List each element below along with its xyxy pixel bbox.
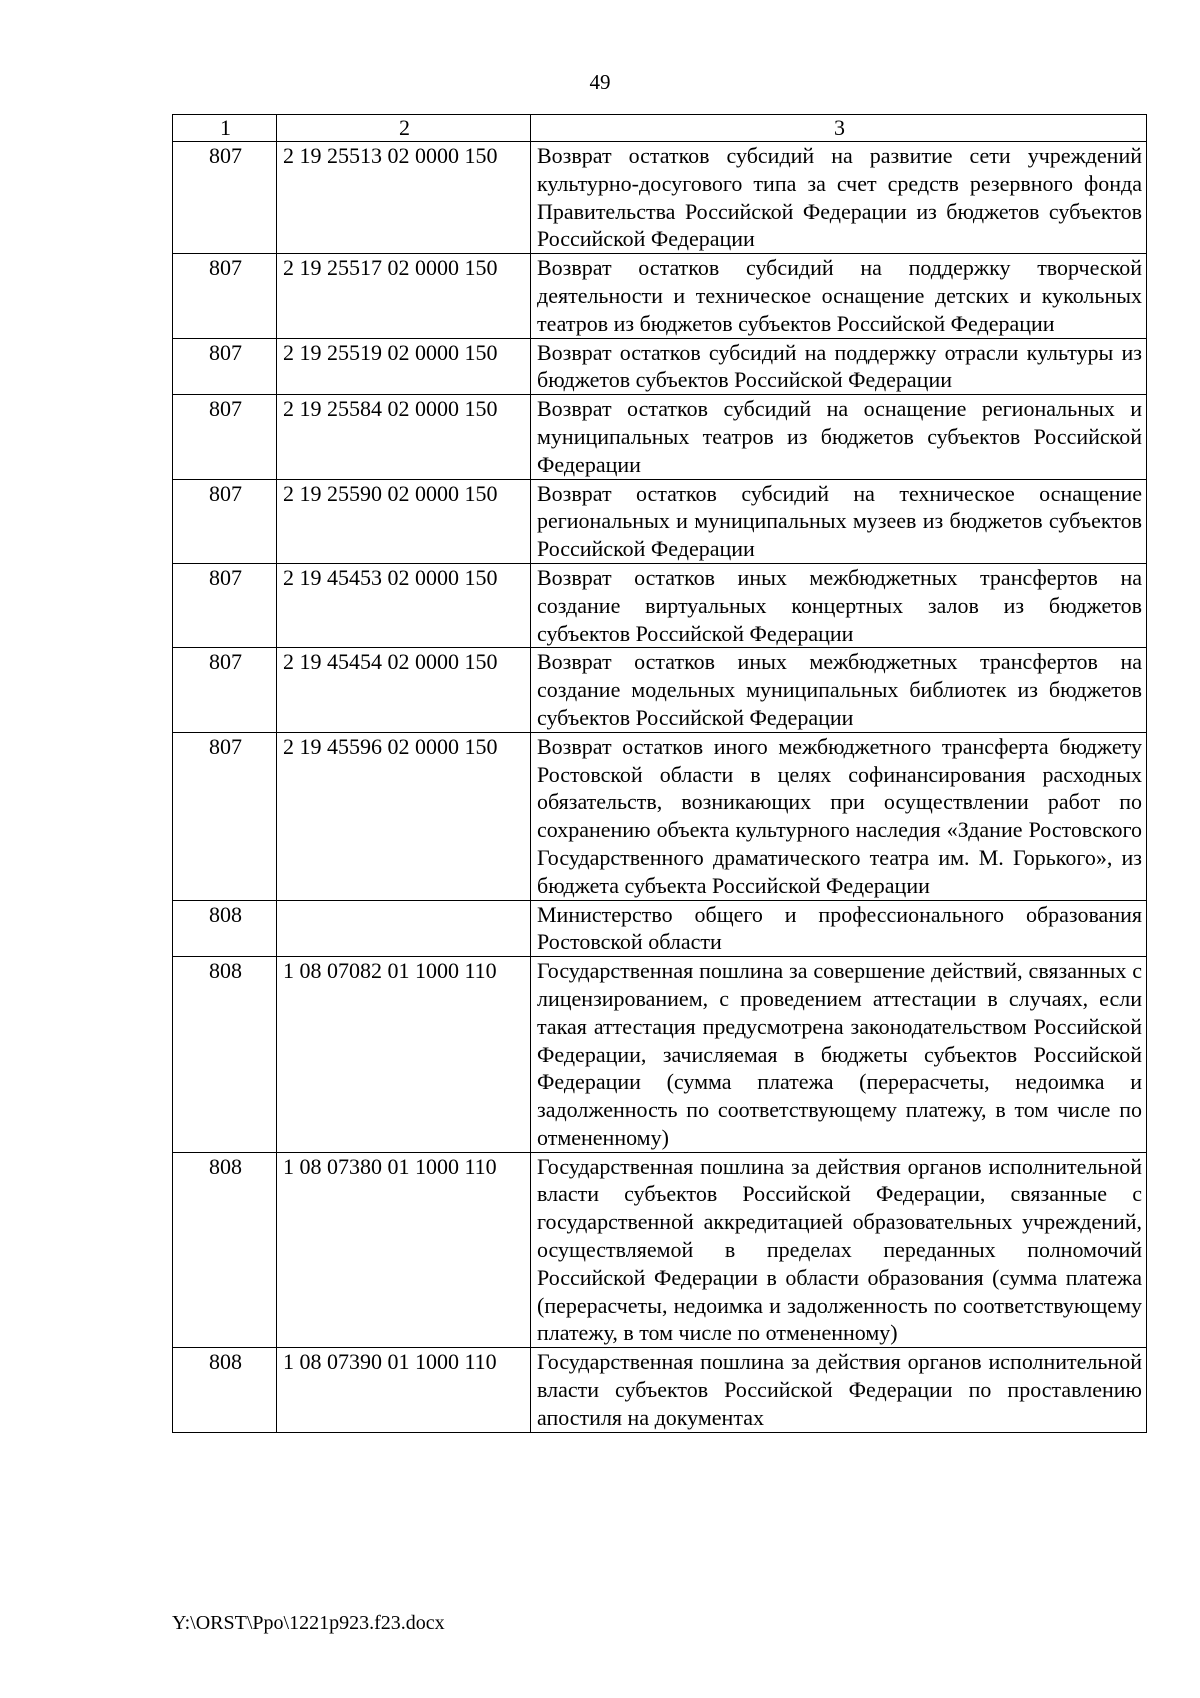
revenue-codes-table bbox=[172, 114, 1147, 1433]
column-header-1: 1 bbox=[173, 115, 277, 142]
table-row bbox=[173, 732, 1147, 900]
footer-file-path: Y:\ORST\Ppo\1221p923.f23.docx bbox=[172, 1612, 445, 1634]
revenue-name-cell: Возврат остатков субсидий на оснащение региональных и муниципальных театров из бюджетов субъектов Российской Федерации bbox=[531, 395, 1147, 479]
table-row bbox=[173, 563, 1147, 647]
budget-code-cell: 2 19 25517 02 0000 150 bbox=[277, 254, 531, 338]
revenue-name-cell: Возврат остатков иных межбюджетных трансфертов на создание виртуальных концертных залов из бюджетов субъектов Российской Федерации bbox=[531, 563, 1147, 647]
admin-code-cell: 807 bbox=[173, 563, 277, 647]
admin-code-cell: 808 bbox=[173, 900, 277, 957]
budget-code-cell: 2 19 25513 02 0000 150 bbox=[277, 142, 531, 254]
admin-code-cell: 807 bbox=[173, 254, 277, 338]
budget-code-cell: 2 19 45596 02 0000 150 bbox=[277, 732, 531, 900]
admin-code-cell: 808 bbox=[173, 1152, 277, 1348]
budget-code-cell: 2 19 25590 02 0000 150 bbox=[277, 479, 531, 563]
revenue-name-cell: Государственная пошлина за действия органов исполнительной власти субъектов Российской Федерации по проставлению апостиля на документах bbox=[531, 1348, 1147, 1432]
admin-code-cell: 807 bbox=[173, 479, 277, 563]
budget-code-cell: 2 19 25584 02 0000 150 bbox=[277, 395, 531, 479]
admin-code-cell: 807 bbox=[173, 648, 277, 732]
column-header-3: 3 bbox=[531, 115, 1147, 142]
table-header-row bbox=[173, 115, 1147, 142]
revenue-name-cell: Государственная пошлина за действия органов исполнительной власти субъектов Российской Федерации, связанные с государственной аккредитацией образовательных учреждений, осуществляемой в пределах переданных полномочий Российской Федерации в области образования (сумма платежа (перерасчеты, недоимка и задолженность по соответствующему платежу, в том числе по отмененному) bbox=[531, 1152, 1147, 1348]
admin-code-cell: 807 bbox=[173, 395, 277, 479]
table-body bbox=[173, 142, 1147, 1433]
revenue-name-cell: Возврат остатков субсидий на поддержку отрасли культуры из бюджетов субъектов Российской Федерации bbox=[531, 338, 1147, 395]
budget-code-cell: 1 08 07390 01 1000 110 bbox=[277, 1348, 531, 1432]
admin-code-cell: 807 bbox=[173, 732, 277, 900]
revenue-name-cell: Возврат остатков иного межбюджетного трансферта бюджету Ростовской области в целях софинансирования расходных обязательств, возникающих при осуществлении работ по сохранению объекта культурного наследия «Здание Ростовского Государственного драматического театра им. М. Горького», из бюджета субъекта Российской Федерации bbox=[531, 732, 1147, 900]
page-number: 49 bbox=[589, 70, 611, 94]
table-row bbox=[173, 1152, 1147, 1348]
table-row bbox=[173, 142, 1147, 254]
table-row bbox=[173, 900, 1147, 957]
revenue-name-cell: Министерство общего и профессионального образования Ростовской области bbox=[531, 900, 1147, 957]
admin-code-cell: 808 bbox=[173, 1348, 277, 1432]
table-row bbox=[173, 648, 1147, 732]
table-row bbox=[173, 1348, 1147, 1432]
revenue-name-cell: Возврат остатков иных межбюджетных трансфертов на создание модельных муниципальных библиотек из бюджетов субъектов Российской Федерации bbox=[531, 648, 1147, 732]
table-row bbox=[173, 957, 1147, 1153]
budget-code-cell bbox=[277, 900, 531, 957]
budget-code-cell: 2 19 25519 02 0000 150 bbox=[277, 338, 531, 395]
budget-code-cell: 2 19 45454 02 0000 150 bbox=[277, 648, 531, 732]
budget-code-cell: 1 08 07082 01 1000 110 bbox=[277, 957, 531, 1153]
revenue-name-cell: Государственная пошлина за совершение действий, связанных с лицензированием, с проведением аттестации в случаях, если такая аттестация предусмотрена законодательством Российской Федерации, зачисляемая в бюджеты субъектов Российской Федерации (сумма платежа (перерасчеты, недоимка и задолженность по соответствующему платежу, в том числе по отмененному) bbox=[531, 957, 1147, 1153]
column-header-2: 2 bbox=[277, 115, 531, 142]
table-row bbox=[173, 479, 1147, 563]
table-row bbox=[173, 254, 1147, 338]
revenue-name-cell: Возврат остатков субсидий на техническое оснащение региональных и муниципальных музеев из бюджетов субъектов Российской Федерации bbox=[531, 479, 1147, 563]
revenue-name-cell: Возврат остатков субсидий на развитие сети учреждений культурно-досугового типа за счет средств резервного фонда Правительства Российской Федерации из бюджетов субъектов Российской Федерации bbox=[531, 142, 1147, 254]
table-row bbox=[173, 395, 1147, 479]
admin-code-cell: 808 bbox=[173, 957, 277, 1153]
budget-code-cell: 1 08 07380 01 1000 110 bbox=[277, 1152, 531, 1348]
table-row bbox=[173, 338, 1147, 395]
budget-code-cell: 2 19 45453 02 0000 150 bbox=[277, 563, 531, 647]
admin-code-cell: 807 bbox=[173, 142, 277, 254]
revenue-name-cell: Возврат остатков субсидий на поддержку творческой деятельности и техническое оснащение детских и кукольных театров из бюджетов субъектов Российской Федерации bbox=[531, 254, 1147, 338]
admin-code-cell: 807 bbox=[173, 338, 277, 395]
